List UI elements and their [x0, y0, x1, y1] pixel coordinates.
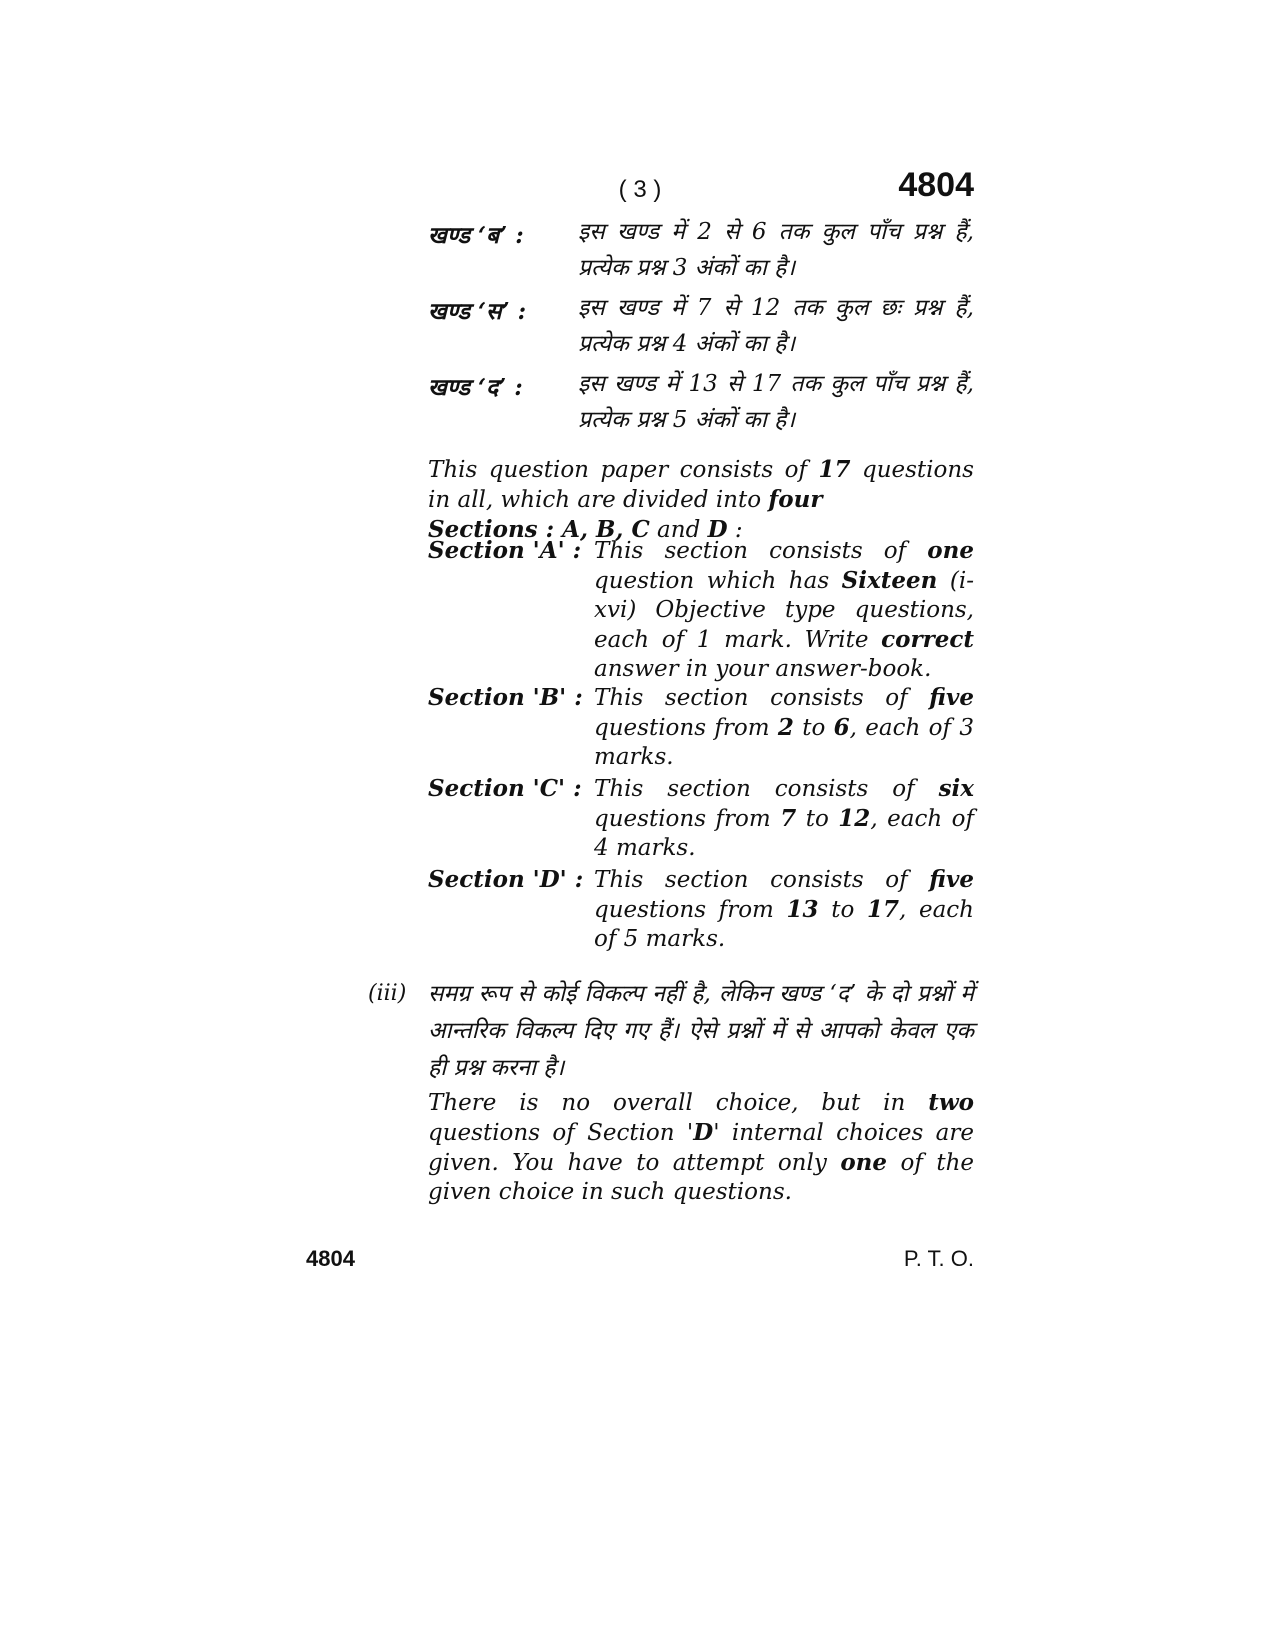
- paper-code-header: 4804: [898, 166, 974, 204]
- section-d-t2: questions from: [594, 897, 787, 923]
- section-d-b1: five: [929, 866, 974, 893]
- section-b-t3: to: [793, 715, 834, 741]
- section-d-label: Section 'D' :: [428, 866, 584, 893]
- pto-label: P. T. O.: [903, 1246, 974, 1271]
- section-c-b3: 12: [838, 805, 871, 832]
- hindi-section-d-text: इस खण्ड में 13 से 17 तक कुल पाँच प्रश्न हैं, प्रत्येक प्रश्न 5 अंकों का है।: [578, 371, 974, 433]
- section-b-b2: 2: [777, 714, 794, 741]
- english-intro: [428, 455, 974, 545]
- section-c-text: [594, 774, 974, 863]
- note-iii-hindi: समग्र रूप से कोई विकल्प नहीं है, लेकिन खण्ड ‘द’ के दो प्रश्नों में आन्तरिक विकल्प दिए गए हैं। ऐसे प्रश्नों में से आपको केवल एक ही प्रश्न करना है।: [428, 981, 974, 1081]
- section-a-text: [594, 536, 974, 684]
- section-b-b3: 6: [833, 714, 850, 741]
- intro-d: D: [707, 516, 728, 543]
- hindi-section-c-label: खण्ड ‘स’ :: [428, 298, 527, 325]
- intro-and: and: [649, 517, 708, 543]
- note-en-d: D: [693, 1119, 714, 1146]
- section-b-label: Section 'B' :: [428, 684, 583, 711]
- note-en-3: ' internal choices are given. You have to attempt only: [428, 1120, 975, 1176]
- hindi-section-d-label: खण्ड ‘द’ :: [428, 374, 523, 401]
- intro-four: four: [768, 486, 823, 513]
- section-b-t4: , each of 3 marks.: [594, 715, 974, 770]
- note-en-one: one: [840, 1149, 888, 1176]
- section-a-b1: one: [927, 537, 974, 564]
- section-a-t1: This section consists of: [594, 538, 928, 564]
- section-c-label: Section 'C' :: [428, 775, 582, 802]
- note-en-4: of the given choice in such questions.: [428, 1150, 974, 1205]
- intro-sections: Sections : A, B, C: [428, 516, 650, 543]
- section-c-t4: , each of 4 marks.: [594, 806, 974, 861]
- section-d-t3: to: [818, 897, 867, 923]
- section-c-b1: six: [938, 775, 974, 802]
- section-c-t3: to: [796, 806, 839, 832]
- section-b-t1: This section consists of: [594, 685, 930, 711]
- hindi-section-b-text: इस खण्ड में 2 से 6 तक कुल पाँच प्रश्न हैं, प्रत्येक प्रश्न 3 अंकों का है।: [578, 219, 974, 281]
- section-a-b2: Sixteen: [841, 567, 938, 594]
- section-d-t1: This section consists of: [594, 867, 930, 893]
- section-a-t2: question which has: [594, 568, 842, 594]
- paper-code-footer: 4804: [306, 1246, 355, 1271]
- intro-text-2: questions in all, which are divided into: [428, 457, 974, 513]
- intro-count: 17: [818, 456, 851, 483]
- section-a-t4: answer in your answer-book.: [594, 656, 932, 682]
- hindi-section-c-text: इस खण्ड में 7 से 12 तक कुल छः प्रश्न हैं, प्रत्येक प्रश्न 4 अंकों का है।: [578, 295, 974, 357]
- note-iii-english: [428, 1088, 974, 1207]
- section-a-t3: (i-xvi) Objective type questions, each of 1 mark. Write: [594, 568, 974, 653]
- section-c-t1: This section consists of: [594, 776, 939, 802]
- hindi-section-b-label: खण्ड ‘ब’ :: [428, 222, 524, 249]
- note-en-two: two: [928, 1089, 974, 1116]
- section-a-label: Section 'A' :: [428, 537, 582, 564]
- note-en-1: There is no overall choice, but in: [428, 1090, 929, 1116]
- section-d-t4: , each of 5 marks.: [594, 897, 974, 952]
- section-b-t2: questions from: [594, 715, 778, 741]
- section-d-b2: 13: [786, 896, 819, 923]
- intro-colon: :: [727, 517, 743, 543]
- section-b-b1: five: [929, 684, 974, 711]
- page-number: ( 3 ): [618, 176, 662, 203]
- section-a-b3: correct: [881, 626, 974, 653]
- section-d-b3: 17: [866, 896, 899, 923]
- section-c-t2: questions from: [594, 806, 781, 832]
- section-d-text: [594, 865, 974, 954]
- section-b-text: [594, 683, 974, 772]
- note-en-2: questions of Section ': [428, 1120, 694, 1146]
- note-iii-numeral: (iii): [368, 981, 407, 1006]
- intro-text-1: This question paper consists of: [428, 457, 819, 483]
- section-c-b2: 7: [780, 805, 797, 832]
